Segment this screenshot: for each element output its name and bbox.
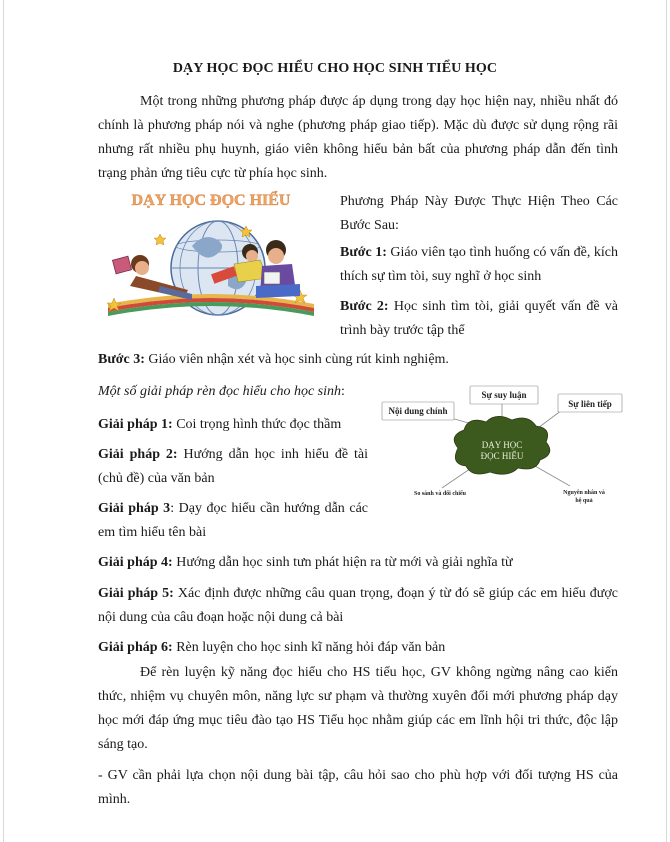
solution-2 [98, 443, 368, 491]
solutions-heading [98, 380, 368, 404]
mindmap-svg [380, 382, 626, 514]
solution-6-label: Giải pháp 6: [98, 640, 173, 655]
page-edge-left [3, 0, 4, 842]
solution-3-label: Giải pháp 3 [98, 501, 171, 516]
hero-caption: DẠY HỌC ĐỌC HIỂU [131, 192, 291, 209]
svg-text:Sự suy luận: Sự suy luận [481, 390, 527, 400]
solution-4-text: Hướng dẫn học sinh tưn phát hiện ra từ mới và giải nghĩa từ [176, 555, 513, 570]
solutions-heading-text: Một số giải pháp rèn đọc hiểu cho học sinh [98, 384, 342, 399]
solution-2-label: Giải pháp 2: [98, 447, 178, 462]
step-3-label: Bước 3: [98, 352, 145, 367]
solution-2-text: Hướng dẫn học inh hiểu đề tài (chủ đề) của văn bản [98, 447, 368, 486]
mindmap-node-content [382, 402, 454, 420]
svg-text:Nội dung chính: Nội dung chính [388, 406, 448, 416]
solution-3-text: : Dạy đọc hiểu cần hướng dẫn các em tìm hiểu tên bài [98, 501, 369, 540]
solution-4-label: Giải pháp 4: [98, 555, 173, 570]
mindmap-center-cloud [454, 416, 550, 474]
solution-5 [98, 582, 618, 630]
solution-1-label: Giải pháp 1: [98, 417, 173, 432]
mindmap-node-connection [558, 394, 622, 412]
teacher-note: - GV cần phải lựa chọn nội dung bài tập, câu hỏi sao cho phù hợp với đối tượng HS của mình. [98, 768, 618, 807]
page-title: DẠY HỌC ĐỌC HIỂU CHO HỌC SINH TIỂU HỌC [172, 61, 498, 76]
step-1-label: Bước 1: [340, 245, 387, 260]
steps-heading: Phương Pháp Này Được Thực Hiện Theo Các Bước Sau: [340, 194, 618, 233]
hero-illustration [100, 186, 322, 326]
solution-4 [98, 551, 618, 575]
boy-sitting-figure [256, 240, 300, 298]
closing-paragraph: Để rèn luyện kỹ năng đọc hiểu cho HS tiểu học, GV không ngừng nâng cao kiến thức, nhiệm vụ chuyên môn, năng lực sư phạm và thường xuyên đổi mới phương pháp dạy học mới đáp ứng mục tiêu đào tạo HS Tiểu học nhằm giúp các em lĩnh hội tri thức, độc lập sáng tạo. [98, 665, 618, 752]
svg-text:Sự liên tiếp: Sự liên tiếp [568, 399, 612, 409]
page-edge-right [666, 0, 667, 842]
step-2 [340, 295, 618, 343]
intro-paragraph: Một trong những phương pháp được áp dụng trong dạy học hiện nay, nhiều nhất đó chính là phương pháp nói và nghe (phương pháp giao tiếp). Mặc dù được sử dụng rộng rãi nhưng rất nhiều phụ huynh, giáo viên không hiểu bản bất của phương pháp dẫn đến tình trạng phản ứng tiêu cực từ phía học sinh. [98, 94, 618, 181]
step-2-text: Học sinh tìm tòi, giải quyết vấn đề và trình bày trước tập thể [340, 299, 618, 338]
step-3-text: Giáo viên nhận xét và học sinh cùng rút kinh nghiệm. [148, 352, 449, 367]
solution-6-text: Rèn luyện cho học sinh kĩ năng hỏi đáp văn bản [176, 640, 446, 655]
mindmap-diagram [380, 382, 626, 514]
step-1-text: Giáo viên tạo tình huống có vấn đề, kích thích sự tìm tòi, suy nghĩ ở học sinh [340, 245, 619, 284]
solution-6 [98, 636, 618, 660]
svg-text:Nguyên nhân và: Nguyên nhân và [563, 490, 605, 496]
mindmap-node-compare [414, 490, 467, 497]
solutions-heading-colon: : [341, 384, 345, 399]
mindmap-node-inference [470, 386, 538, 404]
step-1 [340, 241, 618, 289]
solution-5-text: Xác định được những câu quan trọng, đoạn ý từ đó sẽ giúp các em hiểu được nội dung của câu đoạn hoặc nội dung cả bài [98, 586, 618, 625]
solution-5-label: Giải pháp 5: [98, 586, 174, 601]
mindmap-center-line1: DẠY HỌC [481, 440, 523, 450]
mindmap-node-cause [563, 490, 605, 504]
mindmap-center-line2: ĐỌC HIỂU [480, 451, 524, 461]
svg-text:So sánh và đối chiếu: So sánh và đối chiếu [413, 491, 467, 497]
step-2-label: Bước 2: [340, 299, 389, 314]
svg-text:hệ quả: hệ quả [575, 498, 593, 504]
solution-1 [98, 413, 368, 437]
solution-1-text: Coi trọng hình thức đọc thầm [176, 417, 342, 432]
solution-3 [98, 497, 368, 545]
reading-kids-image [100, 186, 322, 326]
step-3 [98, 348, 618, 372]
